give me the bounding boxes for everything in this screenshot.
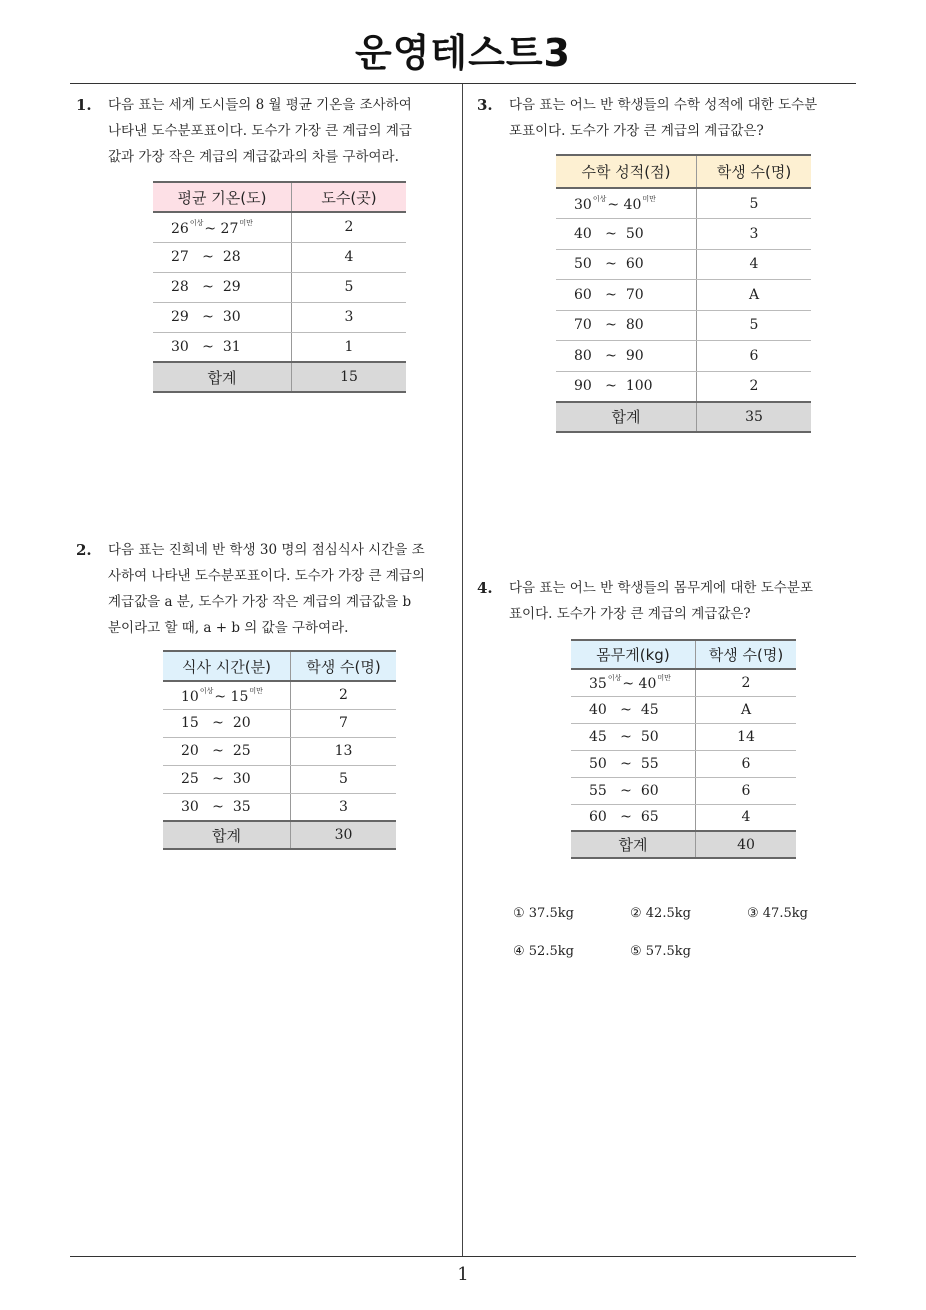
interval-upper: 70 (625, 286, 644, 303)
interval-upper-note: 미만 (642, 195, 656, 203)
frequency-table-lunch-time (163, 650, 396, 850)
question-number: 4. (477, 579, 493, 597)
table-row (571, 804, 796, 831)
interval-lower: 70 (574, 317, 592, 334)
table-row (556, 188, 811, 219)
frequency-header: 학생 수(명) (696, 640, 797, 669)
total-value: 15 (292, 362, 407, 392)
table-row (556, 310, 811, 341)
question-text-line: 분이라고 할 때, a + b 의 값을 구하여라. (108, 620, 349, 636)
class-interval (571, 804, 696, 831)
frequency-value: 6 (696, 750, 797, 777)
class-interval (556, 341, 697, 372)
class-header: 식사 시간(분) (163, 651, 291, 681)
interval-separator: ~ (591, 225, 626, 242)
table-header-row (556, 155, 811, 188)
frequency-table-temperature (153, 181, 406, 393)
interval-lower: 26 (171, 220, 189, 237)
frequency-value: 5 (291, 765, 397, 793)
table-row (153, 272, 406, 302)
frequency-value: 14 (696, 723, 797, 750)
question-number: 1. (76, 96, 92, 114)
total-label: 합계 (556, 402, 697, 432)
table-row (153, 242, 406, 272)
table-row (153, 302, 406, 332)
table-row (556, 219, 811, 250)
interval-upper: 29 (222, 279, 241, 295)
interval-separator: ~ (591, 286, 626, 303)
frequency-value: 13 (291, 737, 397, 765)
interval-separator: ~ (607, 197, 624, 213)
table-row (571, 696, 796, 723)
class-interval (556, 249, 697, 280)
question-text-line: 다음 표는 진희네 반 학생 30 명의 점심식사 시간을 조 (108, 542, 425, 558)
interval-separator: ~ (591, 347, 626, 364)
total-label: 합계 (153, 362, 292, 392)
interval-separator: ~ (606, 755, 641, 772)
table-row (163, 737, 396, 765)
interval-upper: 27 (220, 220, 239, 237)
column-divider (462, 84, 463, 1256)
table-header-row (153, 182, 406, 212)
total-label: 합계 (571, 831, 696, 858)
frequency-value: 7 (291, 709, 397, 737)
interval-separator: ~ (198, 798, 233, 815)
frequency-value: 5 (292, 272, 407, 302)
class-interval (571, 669, 696, 696)
interval-upper-note: 미만 (249, 686, 263, 695)
table-row (153, 332, 406, 362)
interval-upper: 60 (625, 256, 644, 273)
frequency-value: A (697, 280, 812, 311)
answer-option-3[interactable]: ③ 47.5kg (747, 906, 808, 921)
question-text-line: 나타낸 도수분포표이다. 도수가 가장 큰 계급의 계급 (108, 123, 412, 139)
interval-upper: 20 (232, 715, 251, 731)
interval-lower-note: 이상 (199, 686, 214, 695)
frequency-value: 2 (291, 681, 397, 709)
class-interval (153, 242, 292, 272)
interval-lower: 60 (574, 286, 592, 303)
question-text-line: 다음 표는 어느 반 학생들의 몸무게에 대한 도수분포 (509, 580, 813, 596)
frequency-value: 6 (697, 341, 812, 372)
interval-separator: ~ (606, 782, 641, 799)
interval-separator: ~ (214, 688, 231, 705)
question-text-line: 계급값을 a 분, 도수가 가장 작은 계급의 계급값을 b (108, 594, 412, 610)
interval-lower: 80 (574, 347, 592, 364)
interval-lower: 45 (589, 728, 607, 745)
interval-upper: 31 (222, 338, 241, 355)
frequency-value: 4 (696, 804, 797, 831)
class-interval (571, 750, 696, 777)
question-2 (76, 537, 456, 641)
question-text-line: 다음 표는 어느 반 학생들의 수학 성적에 대한 도수분 (509, 97, 818, 113)
interval-upper: 25 (232, 743, 251, 759)
question-text-line: 값과 가장 작은 계급의 계급값과의 차를 구하여라. (108, 149, 399, 165)
total-value: 40 (696, 831, 797, 858)
frequency-header: 학생 수(명) (291, 651, 397, 681)
interval-separator: ~ (606, 728, 641, 745)
frequency-value: 4 (697, 249, 812, 280)
table-row (153, 212, 406, 242)
question-text-line: 포표이다. 도수가 가장 큰 계급의 계급값은? (509, 123, 764, 139)
total-label: 합계 (163, 821, 291, 849)
page-number: 1 (457, 1264, 469, 1285)
class-interval (556, 188, 697, 219)
interval-lower: 30 (181, 798, 199, 815)
interval-lower-note: 이상 (607, 674, 622, 683)
interval-separator: ~ (198, 715, 233, 731)
interval-separator: ~ (622, 676, 639, 693)
interval-upper: 30 (232, 771, 251, 787)
interval-upper: 28 (222, 249, 241, 265)
table-row (163, 793, 396, 821)
class-interval (556, 280, 697, 311)
interval-upper: 30 (222, 309, 241, 325)
interval-upper: 40 (638, 676, 657, 693)
interval-separator: ~ (591, 317, 626, 334)
frequency-table-math-score (556, 154, 811, 433)
question-number: 2. (76, 541, 92, 559)
total-row (571, 831, 796, 858)
frequency-value: 1 (292, 332, 407, 362)
question-text-line: 다음 표는 세계 도시들의 8 월 평균 기온을 조사하여 (108, 97, 412, 113)
frequency-header: 학생 수(명) (697, 155, 812, 188)
interval-upper-note: 미만 (239, 218, 253, 227)
interval-upper: 55 (640, 755, 659, 772)
table-header-row (163, 651, 396, 681)
interval-lower: 30 (574, 197, 592, 213)
interval-separator: ~ (591, 378, 626, 394)
interval-lower: 50 (574, 256, 592, 273)
page-title: 운영테스트3 (355, 31, 571, 75)
total-value: 35 (697, 402, 812, 432)
question-1 (76, 92, 456, 170)
total-value: 30 (291, 821, 397, 849)
question-4 (477, 575, 862, 627)
interval-upper: 50 (640, 728, 659, 745)
table-row (571, 750, 796, 777)
interval-upper-note: 미만 (657, 674, 671, 683)
answer-option-1[interactable]: ① 37.5kg (513, 906, 574, 921)
frequency-value: 2 (696, 669, 797, 696)
class-interval (571, 723, 696, 750)
interval-lower: 10 (181, 688, 199, 705)
class-interval (153, 212, 292, 242)
interval-lower: 60 (589, 809, 607, 826)
interval-separator: ~ (198, 743, 233, 759)
interval-lower-note: 이상 (592, 195, 607, 203)
interval-separator: ~ (606, 809, 641, 826)
table-row (571, 669, 796, 696)
class-interval (153, 332, 292, 362)
frequency-value: 2 (292, 212, 407, 242)
class-interval (163, 765, 291, 793)
frequency-header: 도수(곳) (292, 182, 407, 212)
table-row (571, 777, 796, 804)
interval-upper: 80 (625, 317, 644, 334)
interval-lower: 90 (574, 378, 592, 394)
class-interval (556, 371, 697, 402)
frequency-value: 3 (291, 793, 397, 821)
frequency-value: 2 (697, 371, 812, 402)
table-header-row (571, 640, 796, 669)
table-row (556, 341, 811, 372)
table-row (163, 765, 396, 793)
class-header: 평균 기온(도) (153, 182, 292, 212)
interval-lower: 20 (181, 743, 199, 759)
class-interval (556, 310, 697, 341)
interval-upper: 50 (625, 225, 644, 242)
frequency-value: 3 (292, 302, 407, 332)
frequency-value: 3 (697, 219, 812, 250)
interval-separator: ~ (188, 309, 223, 325)
class-interval (571, 777, 696, 804)
table-row (556, 371, 811, 402)
question-number: 3. (477, 96, 493, 114)
interval-separator: ~ (188, 338, 223, 355)
interval-upper: 35 (232, 798, 251, 815)
table-row (571, 723, 796, 750)
frequency-value: 5 (697, 310, 812, 341)
total-row (163, 821, 396, 849)
answer-option-5[interactable]: ⑤ 57.5kg (630, 944, 691, 959)
interval-lower: 29 (171, 309, 189, 325)
interval-lower: 40 (589, 701, 607, 718)
frequency-value: 4 (292, 242, 407, 272)
total-row (556, 402, 811, 432)
class-header: 수학 성적(점) (556, 155, 697, 188)
question-3 (477, 92, 862, 144)
table-row (556, 280, 811, 311)
interval-lower: 28 (171, 279, 189, 295)
bottom-rule (70, 1256, 856, 1257)
table-row (163, 681, 396, 709)
interval-lower: 35 (589, 676, 607, 693)
answer-option-4[interactable]: ④ 52.5kg (513, 944, 574, 959)
class-header: 몸무게(kg) (571, 640, 696, 669)
frequency-value: 6 (696, 777, 797, 804)
interval-separator: ~ (204, 220, 221, 237)
top-rule (70, 83, 856, 84)
interval-lower: 40 (574, 225, 592, 242)
class-interval (163, 737, 291, 765)
interval-lower: 50 (589, 755, 607, 772)
interval-upper: 40 (623, 197, 642, 213)
class-interval (163, 709, 291, 737)
total-row (153, 362, 406, 392)
frequency-table-weight (571, 639, 796, 859)
frequency-value: 5 (697, 188, 812, 219)
class-interval (163, 681, 291, 709)
interval-lower-note: 이상 (189, 218, 204, 227)
interval-lower: 55 (589, 782, 607, 799)
table-row (163, 709, 396, 737)
interval-lower: 25 (181, 771, 199, 787)
interval-separator: ~ (198, 771, 233, 787)
interval-upper: 65 (640, 809, 659, 826)
class-interval (556, 219, 697, 250)
interval-upper: 45 (640, 701, 659, 718)
interval-upper: 60 (640, 782, 659, 799)
interval-upper: 100 (625, 378, 653, 394)
interval-upper: 90 (625, 347, 644, 364)
interval-upper: 15 (230, 688, 249, 705)
frequency-value: A (696, 696, 797, 723)
class-interval (153, 302, 292, 332)
answer-option-2[interactable]: ② 42.5kg (630, 906, 691, 921)
question-text-line: 표이다. 도수가 가장 큰 계급의 계급값은? (509, 606, 751, 622)
interval-separator: ~ (188, 249, 223, 265)
table-row (556, 249, 811, 280)
class-interval (153, 272, 292, 302)
class-interval (163, 793, 291, 821)
interval-separator: ~ (591, 256, 626, 273)
interval-separator: ~ (188, 279, 223, 295)
interval-lower: 15 (181, 715, 199, 731)
interval-lower: 27 (171, 249, 189, 265)
class-interval (571, 696, 696, 723)
interval-separator: ~ (606, 701, 641, 718)
interval-lower: 30 (171, 338, 189, 355)
question-text-line: 사하여 나타낸 도수분포표이다. 도수가 가장 큰 계급의 (108, 568, 425, 584)
